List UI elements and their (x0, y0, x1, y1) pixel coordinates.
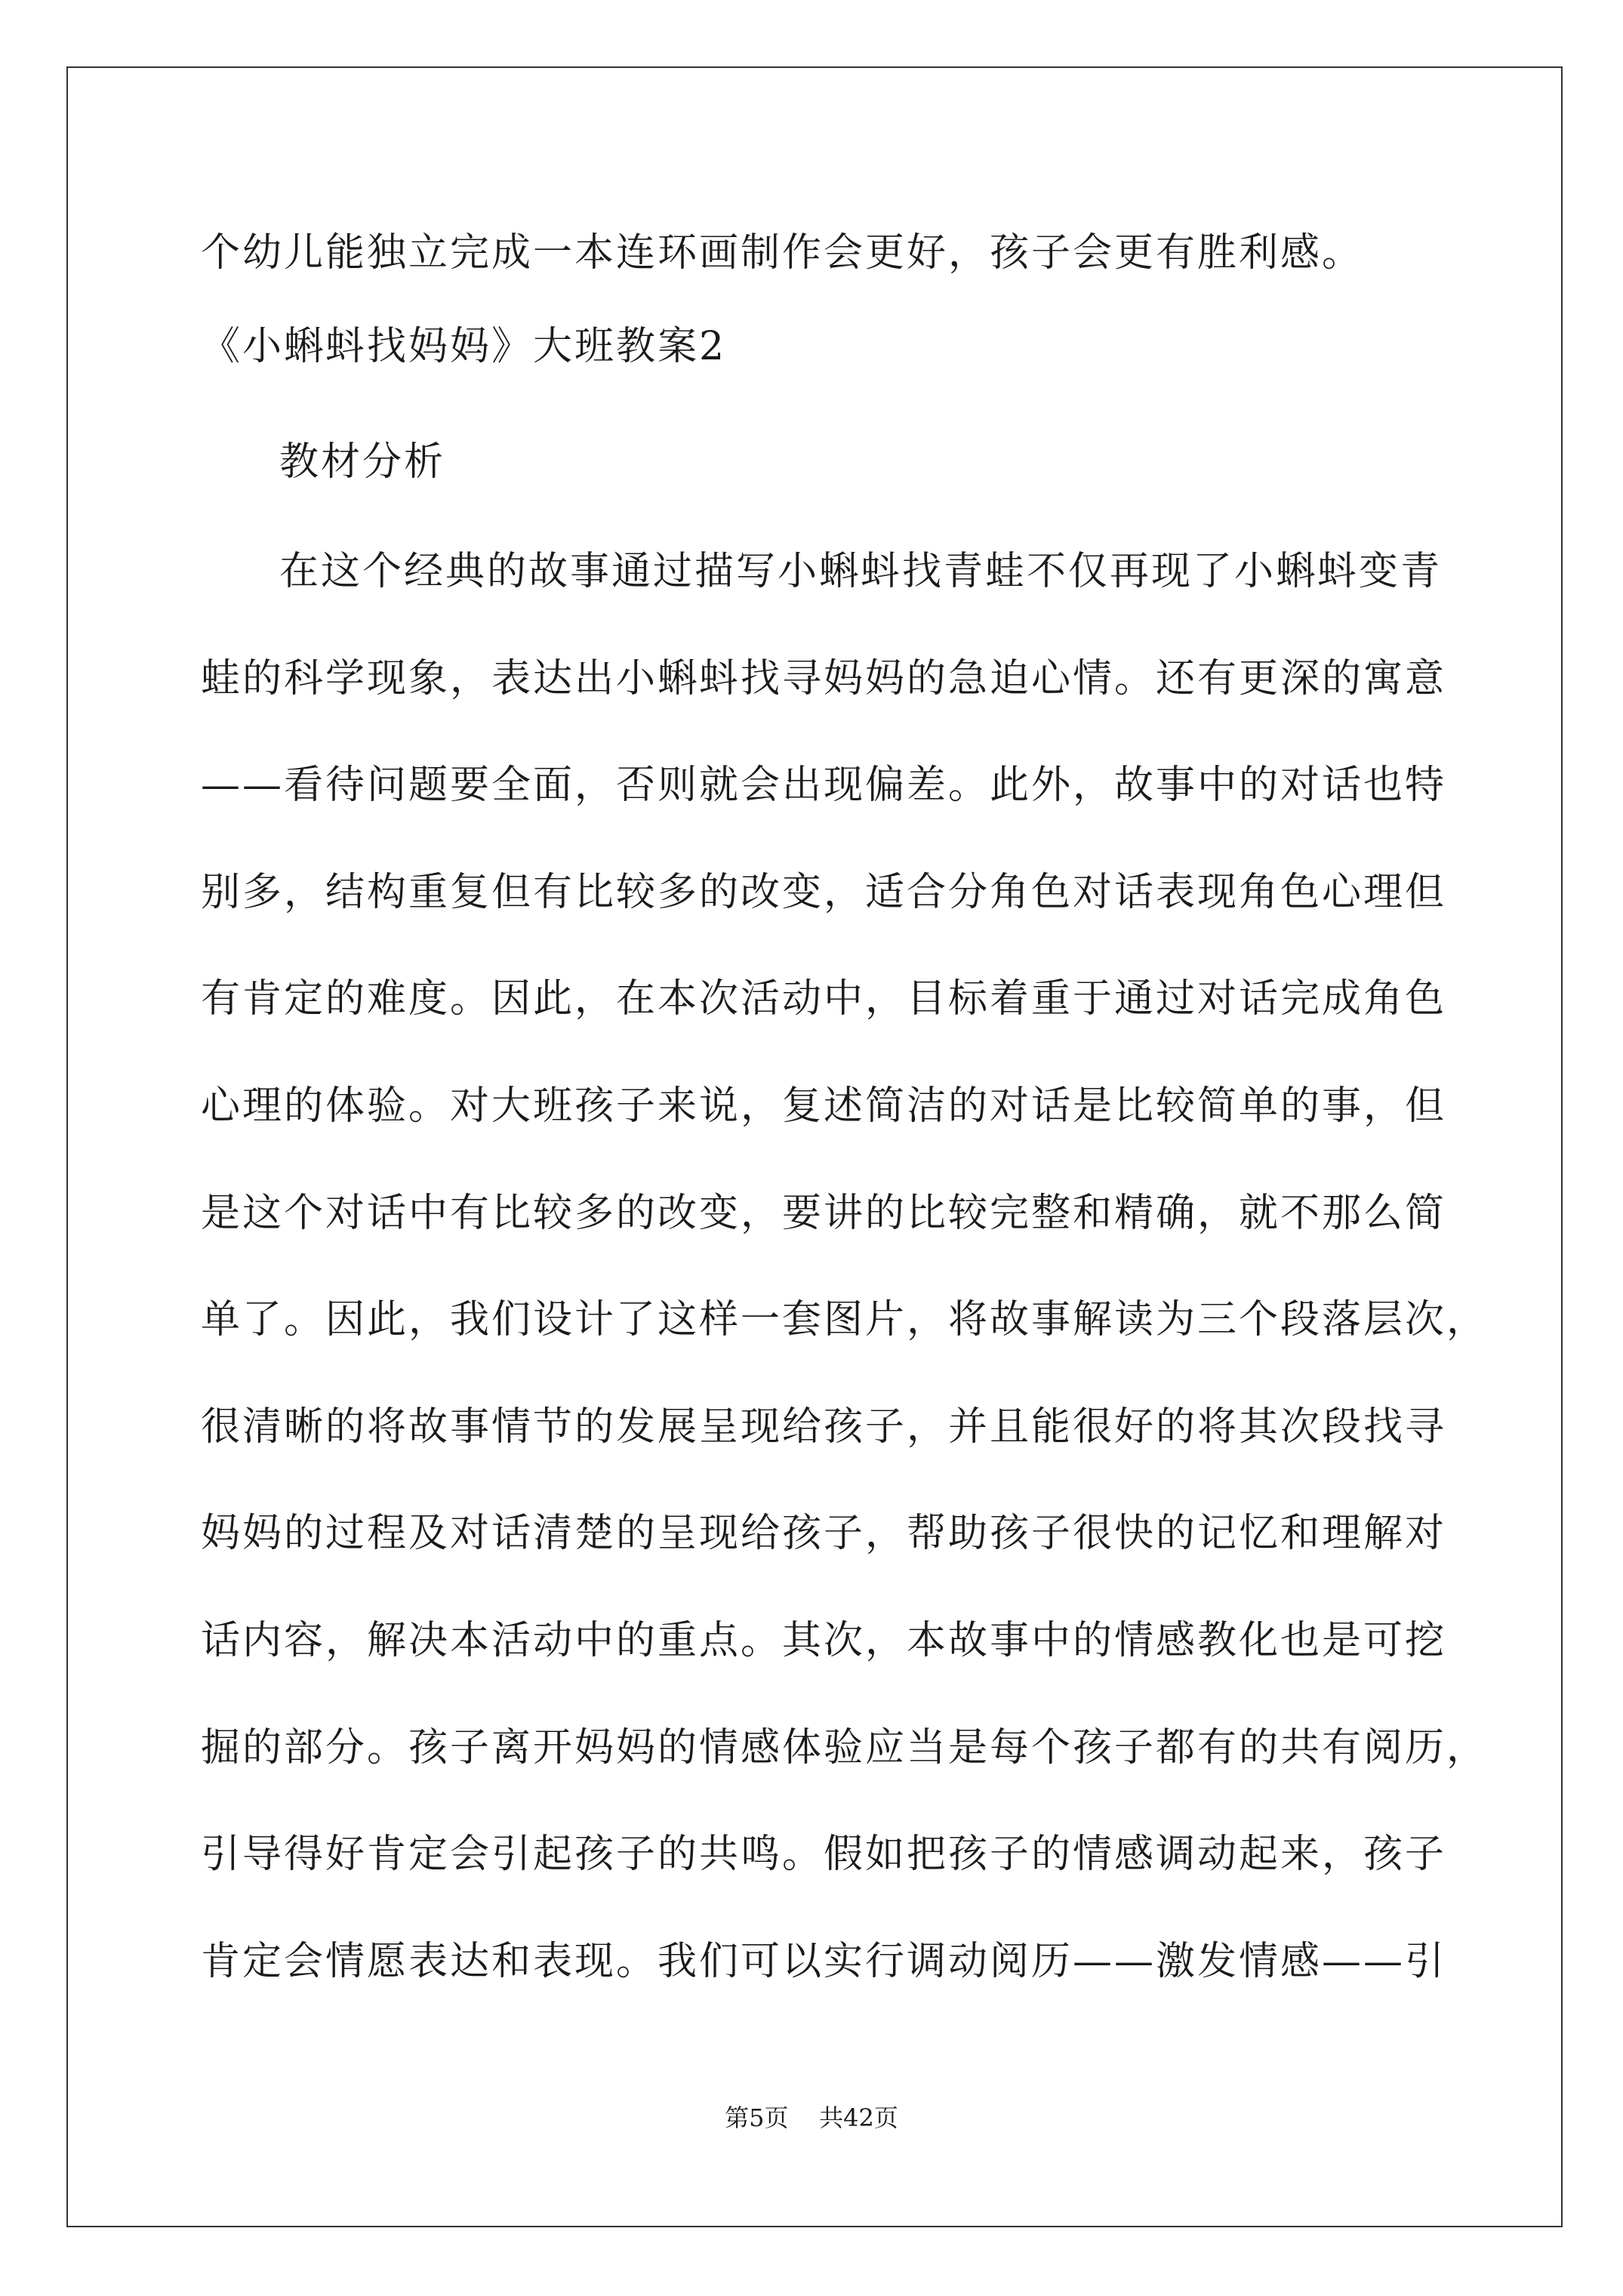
text-line: 个幼儿能独立完成一本连环画制作会更好，孩子会更有胜利感。 (201, 230, 1364, 276)
text-line: 在这个经典的故事通过描写小蝌蚪找青蛙不仅再现了小蝌蚪变青 (279, 549, 1443, 594)
text-line: 蛙的科学现象，表达出小蝌蚪找寻妈妈的急迫心情。还有更深的寓意 (201, 656, 1447, 701)
page-footer (0, 2103, 1623, 2133)
text-line: 心理的体验。对大班孩子来说，复述简洁的对话是比较简单的事，但 (201, 1083, 1447, 1129)
text-line: 话内容，解决本活动中的重点。其次，本故事中的情感教化也是可挖 (201, 1618, 1447, 1663)
text-line: ——看待问题要全面，否则就会出现偏差。此外，故事中的对话也特 (201, 763, 1447, 808)
subsection-heading: 教材分析 (279, 439, 446, 485)
text-line: 掘的部分。孩子离开妈妈的情感体验应当是每个孩子都有的共有阅历， (201, 1725, 1489, 1771)
page-number: 第5页 (725, 2103, 789, 2132)
page-border (66, 66, 1563, 2227)
section-heading: 《小蝌蚪找妈妈》大班教案2 (201, 324, 727, 369)
page-total: 共42页 (819, 2103, 898, 2132)
text-line: 单了。因此，我们设计了这样一套图片，将故事解读为三个段落层次， (201, 1297, 1489, 1342)
text-line: 有肯定的难度。因此，在本次活动中，目标着重于通过对话完成角色 (201, 976, 1447, 1022)
text-line: 妈妈的过程及对话清楚的呈现给孩子，帮助孩子很快的记忆和理解对 (201, 1511, 1447, 1556)
text-line: 肯定会情愿表达和表现。我们可以实行调动阅历——激发情感——引 (201, 1939, 1447, 1984)
text-line: 别多，结构重复但有比较多的改变，适合分角色对话表现角色心理但 (201, 870, 1447, 915)
text-line: 很清晰的将故事情节的发展呈现给孩子，并且能很好的将其次段找寻 (201, 1404, 1447, 1450)
text-line: 引导得好肯定会引起孩子的共鸣。假如把孩子的情感调动起来，孩子 (201, 1832, 1447, 1877)
text-line: 是这个对话中有比较多的改变，要讲的比较完整和精确，就不那么简 (201, 1191, 1447, 1236)
